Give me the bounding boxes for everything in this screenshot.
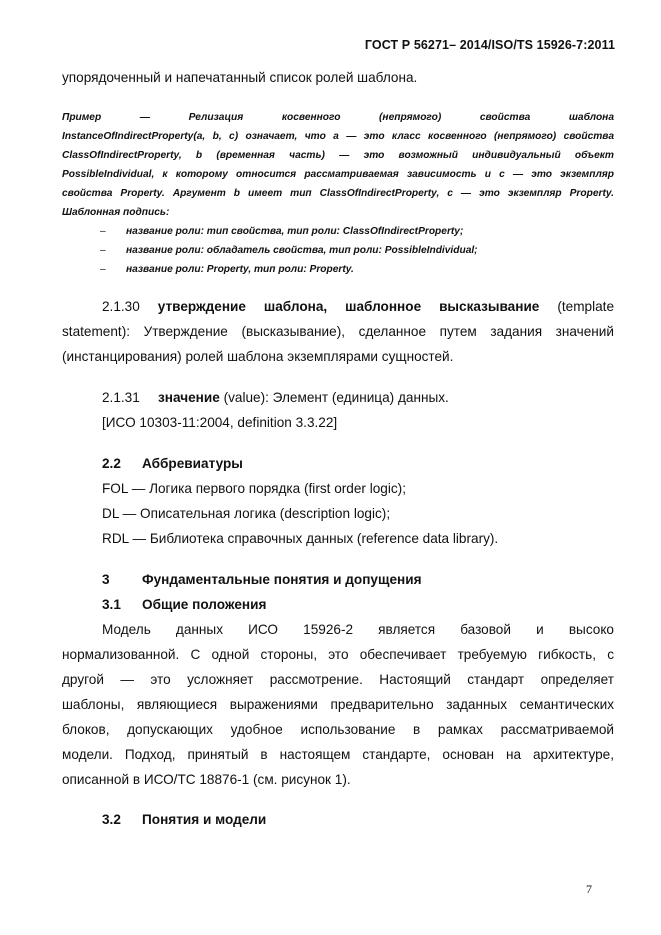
intro-line: упорядоченный и напечатанный список ролей шаблона. bbox=[62, 70, 418, 85]
paragraph-line-4: шаблоны, являющиеся выражениями предварительно заданных семантических bbox=[62, 697, 614, 712]
abbreviation-item: RDL — Библиотека справочных данных (reference data library). bbox=[102, 531, 499, 546]
section-3-2-heading bbox=[102, 812, 654, 827]
section-3-1-heading bbox=[102, 597, 654, 612]
page-number: 7 bbox=[586, 882, 592, 896]
example-item-2: название роли: обладатель свойства, тип роли: PossibleIndividual; bbox=[126, 245, 478, 256]
definition-number: 2.1.31 bbox=[102, 390, 140, 405]
definition-text: (value): Элемент (единица) данных. bbox=[223, 390, 449, 405]
section-title: Общие положения bbox=[142, 597, 267, 612]
section-number: 3 bbox=[102, 572, 110, 587]
definition-2-1-31 bbox=[102, 390, 654, 405]
paragraph-line-7: описанной в ИСО/ТС 18876-1 (см. рисунок 1). bbox=[62, 772, 351, 787]
example-signature-label: Шаблонная подпись: bbox=[62, 207, 170, 218]
definition-term: утверждение шаблона, шаблонное высказывание bbox=[157, 299, 540, 314]
definition-2-1-30-line-3: (инстанцирования) ролей шаблона экземплярами сущностей. bbox=[62, 349, 454, 364]
abbreviation-item: FOL — Логика первого порядка (first order logic); bbox=[102, 481, 406, 496]
section-number: 3.1 bbox=[102, 597, 121, 612]
definition-2-1-30-line-1 bbox=[102, 299, 614, 314]
paragraph-line-2: нормализованной. С одной стороны, это обеспечивает требуемую гибкость, с bbox=[62, 647, 614, 662]
section-title: Понятия и модели bbox=[142, 812, 267, 827]
definition-reference: [ИСО 10303-11:2004, definition 3.3.22] bbox=[102, 415, 338, 430]
example-line-1: Пример — Релизация косвенного (непрямого) свойства шаблона bbox=[62, 112, 614, 123]
bullet-dash: – bbox=[100, 264, 106, 275]
bullet-dash: – bbox=[100, 245, 106, 256]
paragraph-line-1: Модель данных ИСО 15926-2 является базовой и высоко bbox=[102, 622, 614, 637]
definition-2-1-30-line-2: statement): Утверждение (высказывание), сделанное путем задания значений bbox=[62, 324, 614, 339]
section-title: Аббревиатуры bbox=[142, 456, 243, 471]
section-number: 2.2 bbox=[102, 456, 121, 471]
definition-term: значение bbox=[158, 390, 220, 405]
example-line-2: InstanceOfIndirectProperty(a, b, c) означает, что a — это класс косвенного (непрямого) свойства bbox=[62, 131, 614, 142]
paragraph-line-5: блоков, допускающих удобное использование в рамках рассматриваемой bbox=[62, 722, 614, 737]
section-2-2-heading bbox=[102, 456, 654, 471]
paragraph-line-3: другой — это усложняет рассмотрение. Настоящий стандарт определяет bbox=[62, 672, 614, 687]
paragraph-line-6: модели. Подход, принятый в настоящем стандарте, основан на архитектуре, bbox=[62, 747, 614, 762]
example-line-4: PossibleIndividual, к которому относится рассматриваемая зависимость и c — это экземпляр bbox=[62, 169, 614, 180]
page-header: ГОСТ Р 56271– 2014/ISO/TS 15926-7:2011 bbox=[364, 38, 615, 52]
bullet-dash: – bbox=[100, 226, 106, 237]
section-title: Фундаментальные понятия и допущения bbox=[142, 572, 422, 587]
example-line-5: свойства Property. Аргумент b имеет тип ClassOfIndirectProperty, c — это экземпляр Property. bbox=[62, 188, 614, 199]
section-number: 3.2 bbox=[102, 812, 121, 827]
definition-english: (template bbox=[557, 299, 615, 314]
abbreviation-item: DL — Описательная логика (description logic); bbox=[102, 506, 391, 521]
example-item-1: название роли: тип свойства, тип роли: ClassOfIndirectProperty; bbox=[126, 226, 464, 237]
section-3-heading bbox=[102, 572, 654, 587]
example-line-3: ClassOfIndirectProperty, b (временная часть) — это возможный индивидуальный объект bbox=[62, 150, 614, 161]
definition-number: 2.1.30 bbox=[102, 299, 140, 314]
example-item-3: название роли: Property, тип роли: Property. bbox=[126, 264, 354, 275]
